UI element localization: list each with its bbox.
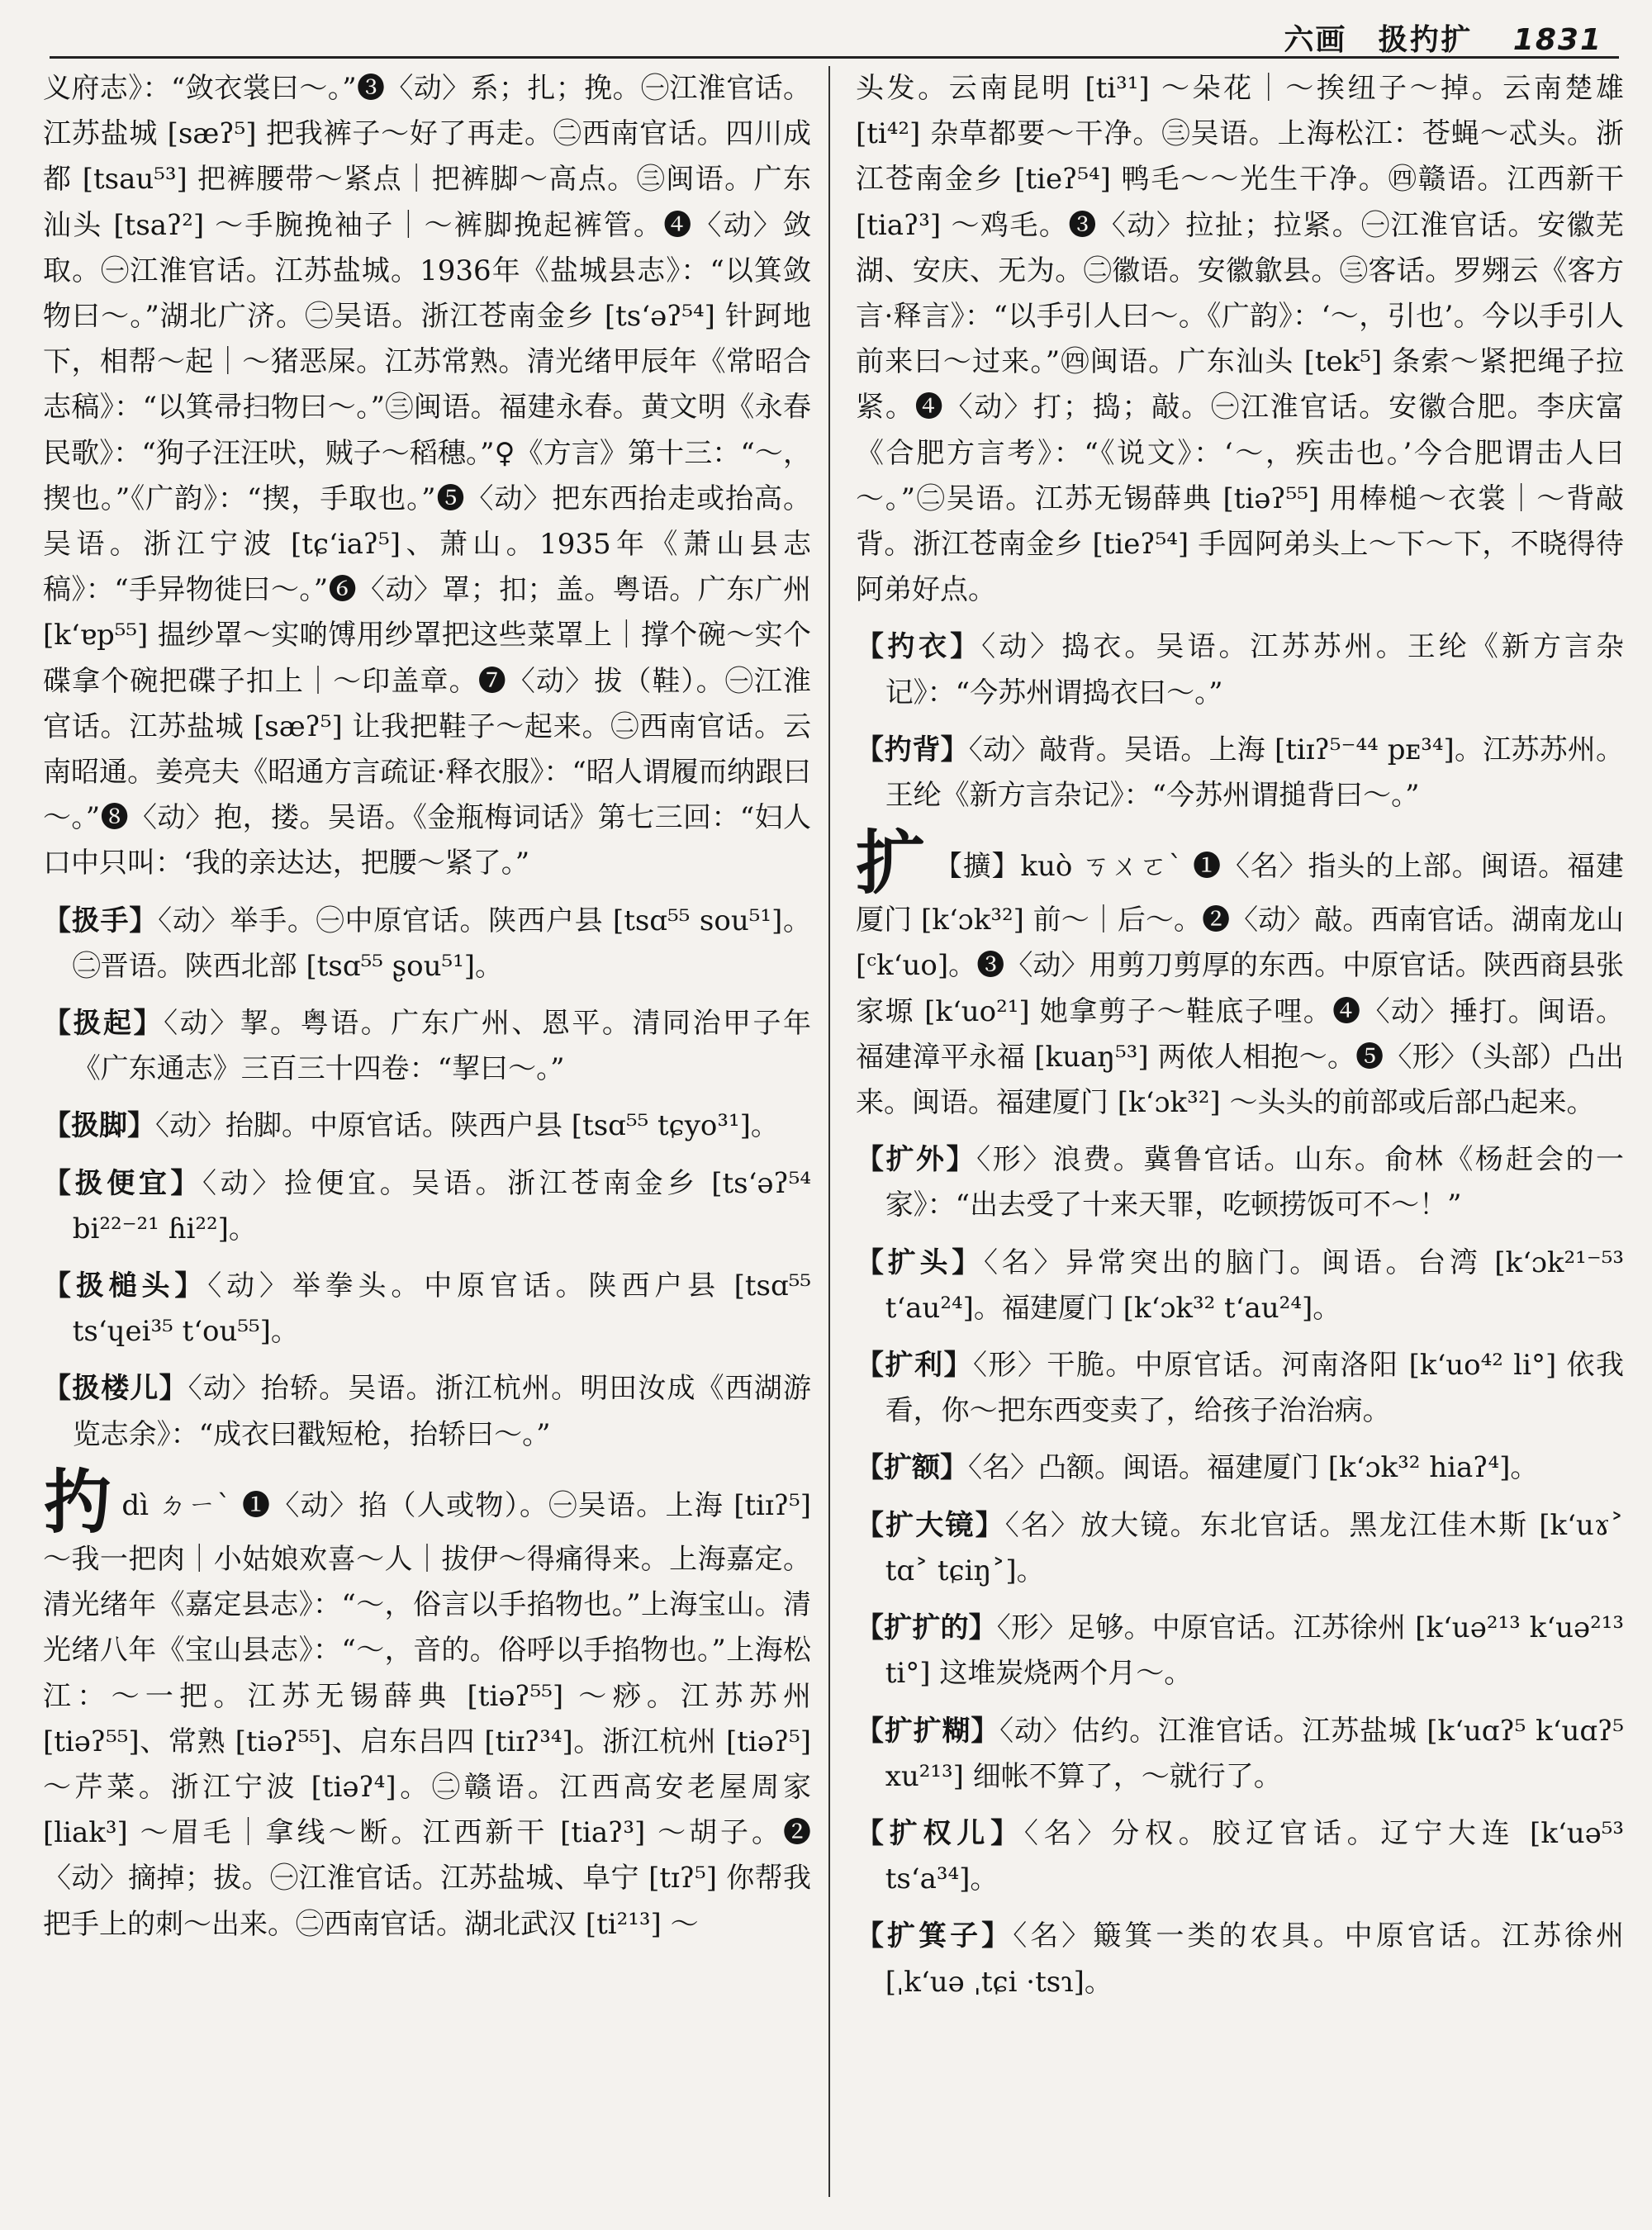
entry-headword: 【扩额】 xyxy=(856,1451,968,1485)
left-column xyxy=(43,66,811,2205)
continuation-text xyxy=(43,66,811,887)
character-entry xyxy=(43,1460,811,1948)
entry-headword: 【扩大镜】 xyxy=(856,1508,1005,1542)
entry-text: 〈名〉异常突出的脑门。闽语。台湾 [kʻɔk²¹⁻⁵³ tʻau²⁴]。福建厦门 [kʻɔk³² tʻau²⁴]。 xyxy=(885,1245,1624,1325)
dictionary-entry xyxy=(856,1445,1624,1491)
entry-text: 义府志》：“敛衣裳曰～。”❸〈动〉系；扎；挽。㊀江淮官话。江苏盐城 [sæʔ⁵] 把我裤子～好了再走。㊁西南官话。四川成都 [tsau⁵³] 把裤腰带～紧点｜把裤脚～高点。㊂闽语。广东汕头 [tsaʔ²] ～手腕挽袖子｜～裤脚挽起裤管。❹〈动〉敛取。㊀江淮官话。江苏盐城。1936年《盐城县志》：“以箕敛物曰～。”湖北广济。㊁吴语。浙江苍南金乡 [tsʻəʔ⁵⁴] 针跒地下，相帮～起｜～猪恶屎。江苏常熟。清光绪甲辰年《常昭合志稿》：“以箕帚扫物曰～。”㊂闽语。福建永春。黄文明《永春民歌》：“狗子汪汪吠，贼子～稻穗。”♀《方言》第十三：“～，揳也。”《广韵》：“揳，手取也。”❺〈动〉把东西抬走或抬高。吴语。浙江宁波 [tɕʻiaʔ⁵]、萧山。1935年《萧山县志稿》：“手异物徙曰～。”❻〈动〉罩；扣；盖。粤语。广东广州 [kʻɐp⁵⁵] 揾纱罩～实啲馎用纱罩把这些菜罩上｜撑个碗～实个碟拿个碗把碟子扣上｜～印盖章。❼〈动〉拔（鞋）。㊀江淮官话。江苏盐城 [sæʔ⁵] 让我把鞋子～起来。㊁西南官话。云南昭通。姜亮夫《昭通方言疏证·释衣服》：“昭人谓履而纳跟曰～。”❽〈动〉抱，搂。吴语。《金瓶梅词话》第七三回：“妇人口中只叫：‘我的亲达达，把腰～紧了。” xyxy=(43,72,811,880)
dictionary-entry xyxy=(43,1001,811,1092)
entry-text: dì ㄉㄧˋ ❶〈动〉掐（人或物）。㊀吴语。上海 [tiɪʔ⁵] ～我一把肉｜小姑娘欢喜～人｜拔伊～得痛得来。上海嘉定。清光绪年《嘉定县志》：“～，俗言以手掐物也。”上海宝山。清光绪八年《宝山县志》：“～，音的。俗呼以手掐物也。”上海松江：～一把。江苏无锡薛典 [tiəʔ⁵⁵] ～痧。江苏苏州 [tiəʔ⁵⁵]、常熟 [tiəʔ⁵⁵]、启东吕四 [tiɪʔ³⁴]。浙江杭州 [tiəʔ⁵] ～芹菜。浙江宁波 [tiəʔ⁴]。㊁赣语。江西高安老屋周家 [liak³] ～眉毛｜拿线～断。江西新干 [tiaʔ³] ～胡子。❷〈动〉摘掉；拔。㊀江淮官话。江苏盐城、阜宁 [tɪʔ⁵] 你帮我把手上的刺～出来。㊁西南官话。湖北武汉 [ti²¹³] ～ xyxy=(43,1488,811,1941)
entry-text: 〈动〉敲背。吴语。上海 [tiɪʔ⁵⁻⁴⁴ pᴇ³⁴]。江苏苏州。王纶《新方言杂记》：“今苏州谓搥背曰～。” xyxy=(885,733,1624,813)
entry-headword: 【扩利】 xyxy=(856,1349,973,1383)
dictionary-entry xyxy=(43,1161,811,1252)
entry-text: 〈动〉抬脚。中原官话。陕西户县 [tsɑ⁵⁵ tɕyo³¹]。 xyxy=(155,1109,779,1143)
dictionary-entry xyxy=(43,899,811,989)
entry-headword: 【扚衣】 xyxy=(856,630,982,664)
entry-headword: 【扱槌头】 xyxy=(43,1269,208,1303)
entry-text: 〈动〉举手。㊀中原官话。陕西户县 [tsɑ⁵⁵ sou⁵¹]。㊁晋语。陕西北部 [tsɑ⁵⁵ ʂou⁵¹]。 xyxy=(72,904,811,983)
entry-headword: 【扩头】 xyxy=(856,1245,984,1279)
head-character: 扩 xyxy=(856,822,926,904)
entry-text: 〈动〉捡便宜。吴语。浙江苍南金乡 [tsʻəʔ⁵⁴ bi²²⁻²¹ ɦi²²]。 xyxy=(72,1166,811,1245)
entry-headword: 【扩扩糊】 xyxy=(856,1714,1000,1748)
page-number: 1831 xyxy=(1512,23,1602,57)
entry-text: 〈动〉挈。粤语。广东广州、恩平。清同治甲子年《广东通志》三百三十四卷：“挈曰～。” xyxy=(72,1007,811,1086)
dictionary-entry xyxy=(43,1366,811,1457)
entry-headword: 【扚背】 xyxy=(856,733,969,766)
entry-text: 头发。云南昆明 [ti³¹] ～朵花｜～挨纽子～掉。云南楚雄 [ti⁴²] 杂草都要～干净。㊂吴语。上海松江：苍蝇～忒头。浙江苍南金乡 [tieʔ⁵⁴] 鸭毛～～光生干净。㊃赣语。江西新干 [tiaʔ³] ～鸡毛。❸〈动〉拉扯；拉紧。㊀江淮官话。安徽芜湖、安庆、无为。㊁徽语。安徽歙县。㊂客话。罗翙云《客方言·释言》：“以手引人曰～。《广韵》：‘～，引也’。今以手引人前来曰～过来。”㊃闽语。广东汕头 [tek⁵] 条索～紧把绳子拉紧。❹〈动〉打；捣；敲。㊀江淮官话。安徽合肥。李庆富《合肥方言考》：“《说文》：‘～，疾击也。’今合肥谓击人曰～。”㊁吴语。江苏无锡薛典 [tiəʔ⁵⁵] 用棒槌～衣裳｜～背敲背。浙江苍南金乡 [tieʔ⁵⁴] 手囥阿弟头上～下～下，不晓得待阿弟好点。 xyxy=(856,72,1624,607)
header-wrap xyxy=(1284,17,1602,59)
head-character: 扚 xyxy=(43,1460,114,1543)
entry-text: 〈形〉足够。中原官话。江苏徐州 [kʻuə²¹³ kʻuə²¹³ ti°] 这堆炭烧两个月～。 xyxy=(885,1611,1624,1691)
dictionary-entry xyxy=(856,1503,1624,1594)
entry-headword: 【扩扩的】 xyxy=(856,1611,997,1645)
entry-headword: 【扱起】 xyxy=(43,1007,164,1041)
entry-text: 〈名〉凸额。闽语。福建厦门 [kʻɔk³² hiaʔ⁴]。 xyxy=(968,1451,1539,1485)
entry-text: 【擴】kuò ㄎㄨㄛˋ ❶〈名〉指头的上部。闽语。福建厦门 [kʻɔk³²] 前～｜后～。❷〈动〉敲。西南官话。湖南龙山 [ᶜkʻuo]。❸〈动〉用剪刀剪厚的东西。中原官话。陕西商县张家塬 [kʻuo²¹] 她拿剪子～鞋底子哩。❹〈动〉捶打。闽语。福建漳平永福 [kuaŋ⁵³] 两侬人相抱～。❺〈形〉（头部）凸出来。闽语。福建厦门 [kʻɔk³²] ～头头的前部或后部凸起来。 xyxy=(856,850,1624,1120)
entry-text: 〈名〉分权。胶辽官话。辽宁大连 [kʻuə⁵³ tsʻa³⁴]。 xyxy=(885,1816,1624,1896)
entry-headword: 【扩外】 xyxy=(856,1143,977,1177)
entry-headword: 【扱手】 xyxy=(43,904,159,937)
entry-text: 〈形〉干脆。中原官话。河南洛阳 [kʻuo⁴² li°] 依我看，你～把东西变卖了，给孩子治治病。 xyxy=(885,1349,1624,1428)
dictionary-entry xyxy=(43,1264,811,1355)
entry-headword: 【扩权儿】 xyxy=(856,1816,1024,1850)
entry-text: 〈形〉浪费。冀鲁官话。山东。俞林《杨赶会的一家》：“出去受了十来天罪，吃顿捞饭可不～！” xyxy=(885,1143,1624,1222)
dictionary-entry xyxy=(43,1103,811,1149)
dictionary-entry xyxy=(856,1241,1624,1331)
entry-headword: 【扱楼儿】 xyxy=(43,1372,188,1406)
dictionary-entry xyxy=(856,624,1624,715)
entry-text: 〈名〉簸箕一类的农具。中原官话。江苏徐州 [ˌkʻuə ˌtɕi ·tsɿ]。 xyxy=(885,1919,1624,1999)
entry-headword: 【扩箕子】 xyxy=(856,1919,1014,1953)
section-title: 六画 扱扚扩 xyxy=(1284,22,1473,57)
dictionary-entry xyxy=(856,1137,1624,1228)
entry-headword: 【扱便宜】 xyxy=(43,1166,203,1200)
dictionary-entry xyxy=(856,1606,1624,1696)
entry-text: 〈动〉估约。江淮官话。江苏盐城 [kʻuɑʔ⁵ kʻuɑʔ⁵ xu²¹³] 细帐不算了，～就行了。 xyxy=(885,1714,1624,1793)
column-divider xyxy=(828,66,830,2197)
continuation-text xyxy=(856,66,1624,613)
character-entry xyxy=(856,822,1624,1126)
dictionary-entry xyxy=(856,1811,1624,1902)
entry-text: 〈动〉举拳头。中原官话。陕西户县 [tsɑ⁵⁵ tsʻɥei³⁵ tʻou⁵⁵]。 xyxy=(72,1269,811,1349)
dictionary-entry xyxy=(856,1343,1624,1434)
entry-text: 〈动〉抬轿。吴语。浙江杭州。明田汝成《西湖游览志余》：“成衣曰戳短枪，抬轿曰～。” xyxy=(72,1372,811,1451)
entry-text: 〈名〉放大镜。东北官话。黑龙江佳木斯 [kʻuɤ˃ tɑ˃ tɕiŋ˃]。 xyxy=(885,1508,1624,1587)
right-column xyxy=(856,66,1624,2205)
dictionary-entry xyxy=(856,1914,1624,2005)
entry-headword: 【扱脚】 xyxy=(43,1109,155,1143)
entry-text: 〈动〉捣衣。吴语。江苏苏州。王纶《新方言杂记》：“今苏州谓捣衣曰～。” xyxy=(885,630,1624,709)
dictionary-entry xyxy=(856,1709,1624,1800)
page-header xyxy=(50,15,1619,59)
dictionary-entry xyxy=(856,728,1624,818)
